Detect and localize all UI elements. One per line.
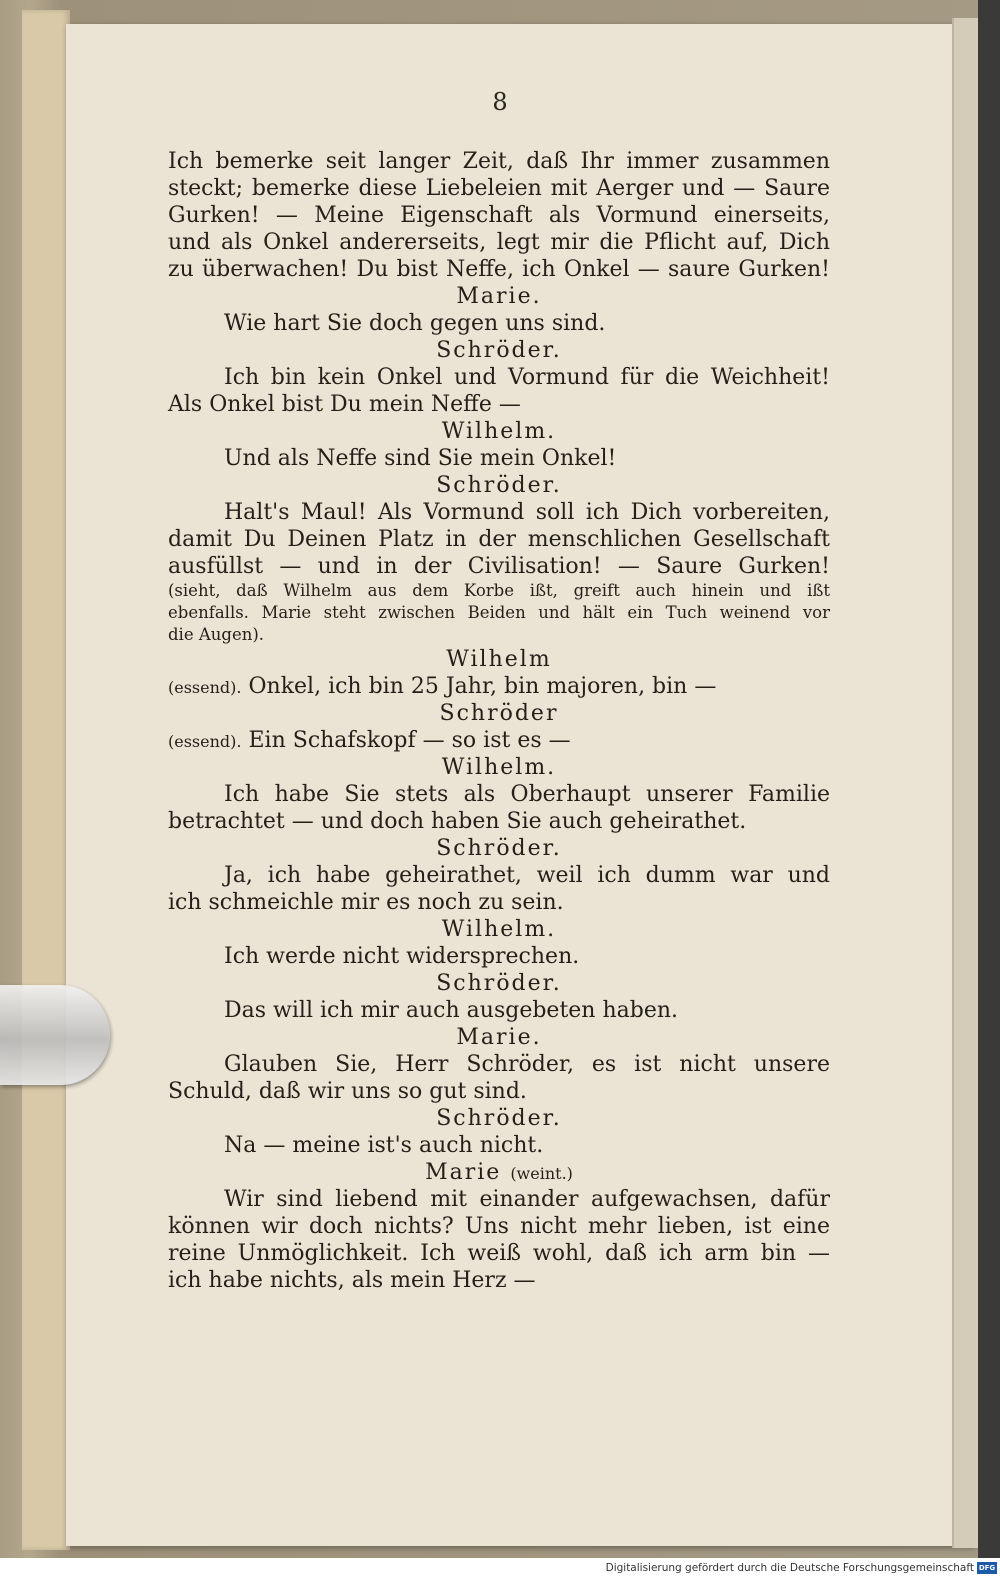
line-text: Ich werde nicht widersprechen.: [224, 944, 580, 969]
speaker-label: Marie: [425, 1160, 502, 1185]
text-line: [168, 808, 830, 835]
speaker-label: Schröder.: [436, 971, 562, 996]
line-text: und als Onkel andererseits, legt mir die Pflicht auf, Dich: [168, 230, 830, 255]
text-line: [168, 1078, 830, 1105]
text-line: [168, 1213, 830, 1240]
stage-direction: (essend).: [168, 732, 242, 751]
text-line: [168, 889, 830, 916]
dfg-logo: DFG: [978, 1564, 996, 1572]
line-text: (sieht, daß Wilhelm aus dem Korbe ißt, greift auch hinein und ißt: [168, 581, 830, 600]
speaker-name: [168, 754, 830, 781]
speaker-label: Wilhelm.: [441, 419, 557, 444]
line-text: ebenfalls. Marie steht zwischen Beiden und hält ein Tuch weinend vor: [168, 603, 830, 622]
text-line: [168, 229, 830, 256]
line-text: Ich bemerke seit langer Zeit, daß Ihr immer zusammen: [168, 149, 830, 174]
line-text: betrachtet — und doch haben Sie auch geheirathet.: [168, 809, 747, 834]
speaker-name: [168, 418, 830, 445]
text-line: [168, 862, 830, 889]
line-text: können wir doch nichts? Uns nicht mehr lieben, ist eine: [168, 1214, 830, 1239]
text-line: [168, 997, 830, 1024]
line-text: Wie hart Sie doch gegen uns sind.: [224, 311, 606, 336]
funding-note: Digitalisierung gefördert durch die Deutsche Forschungsgemeinschaft: [605, 1562, 974, 1574]
speaker-label: Wilhelm: [446, 647, 552, 672]
text-line: [168, 727, 830, 754]
line-text: Halt's Maul! Als Vormund soll ich Dich vorbereiten,: [224, 500, 830, 525]
text-line: [168, 148, 830, 175]
speaker-name: [168, 916, 830, 943]
speaker-label: Schröder.: [436, 836, 562, 861]
line-text: steckt; bemerke diese Liebeleien mit Aerger und — Saure: [168, 176, 830, 201]
text-line: [168, 1132, 830, 1159]
line-text: Und als Neffe sind Sie mein Onkel!: [224, 446, 617, 471]
line-text: Ich bin kein Onkel und Vormund für die Weichheit!: [224, 365, 830, 390]
speaker-label: Marie.: [456, 284, 542, 309]
speaker-name: [168, 970, 830, 997]
text-line: [168, 445, 830, 472]
speaker-name: [168, 283, 830, 310]
text-line: [168, 602, 830, 624]
line-text: Glauben Sie, Herr Schröder, es ist nicht unsere: [224, 1052, 830, 1077]
stage-direction: (essend).: [168, 678, 242, 697]
speaker-label: Wilhelm.: [441, 917, 557, 942]
text-line: [168, 1267, 830, 1294]
speaker-name: [168, 337, 830, 364]
stage-direction: (weint.): [510, 1164, 573, 1183]
line-text: Gurken! — Meine Eigenschaft als Vormund einerseits,: [168, 203, 830, 228]
line-text: die Augen).: [168, 625, 265, 644]
text-line: [168, 1186, 830, 1213]
facing-page-edge: [22, 10, 70, 1550]
text-line: [168, 1051, 830, 1078]
speaker-label: Schröder.: [436, 473, 562, 498]
line-text: ich schmeichle mir es noch zu sein.: [168, 890, 564, 915]
page-number: 8: [492, 88, 508, 116]
scan-border: [978, 0, 1000, 1558]
text-line: [168, 781, 830, 808]
text-line: [168, 553, 830, 580]
speaker-name: [168, 1159, 830, 1186]
line-text: Das will ich mir auch ausgebeten haben.: [224, 998, 679, 1023]
text-line: [168, 202, 830, 229]
speaker-name: [168, 646, 830, 673]
line-text: Wir sind liebend mit einander aufgewachsen, dafür: [224, 1187, 830, 1212]
text-line: [168, 580, 830, 602]
line-text: ich habe nichts, als mein Herz —: [168, 1268, 536, 1293]
speaker-label: Marie.: [456, 1025, 542, 1050]
paper-clip: [0, 985, 110, 1085]
line-text: Ein Schafskopf — so ist es —: [248, 728, 571, 753]
page-gutter: [952, 18, 980, 1548]
line-text: ausfüllst — und in der Civilisation! — Saure Gurken!: [168, 554, 830, 579]
line-text: Ich habe Sie stets als Oberhaupt unserer Familie: [224, 782, 830, 807]
digitization-footer: [0, 1558, 1000, 1578]
text-line: [168, 499, 830, 526]
line-text: zu überwachen! Du bist Neffe, ich Onkel — saure Gurken!: [168, 257, 830, 282]
line-text: Onkel, ich bin 25 Jahr, bin majoren, bin —: [248, 674, 717, 699]
text-line: [168, 364, 830, 391]
speaker-name: [168, 700, 830, 727]
line-text: Na — meine ist's auch nicht.: [224, 1133, 544, 1158]
text-line: [168, 943, 830, 970]
line-text: Ja, ich habe geheirathet, weil ich dumm war und: [224, 863, 830, 888]
speaker-label: Schröder.: [436, 1106, 562, 1131]
line-text: reine Unmöglichkeit. Ich weiß wohl, daß ich arm bin —: [168, 1241, 830, 1266]
text-line: [168, 256, 830, 283]
text-line: [168, 175, 830, 202]
speaker-name: [168, 472, 830, 499]
text-body: [168, 148, 830, 1294]
text-line: [168, 673, 830, 700]
speaker-name: [168, 835, 830, 862]
line-text: Schuld, daß wir uns so gut sind.: [168, 1079, 527, 1104]
speaker-label: Wilhelm.: [441, 755, 557, 780]
text-line: [168, 526, 830, 553]
text-line: [168, 624, 830, 646]
line-text: Als Onkel bist Du mein Neffe —: [168, 392, 521, 417]
text-line: [168, 310, 830, 337]
line-text: damit Du Deinen Platz in der menschlichen Gesellschaft: [168, 527, 830, 552]
text-line: [168, 391, 830, 418]
text-line: [168, 1240, 830, 1267]
speaker-label: Schröder.: [436, 338, 562, 363]
speaker-name: [168, 1024, 830, 1051]
speaker-name: [168, 1105, 830, 1132]
speaker-label: Schröder: [439, 701, 559, 726]
